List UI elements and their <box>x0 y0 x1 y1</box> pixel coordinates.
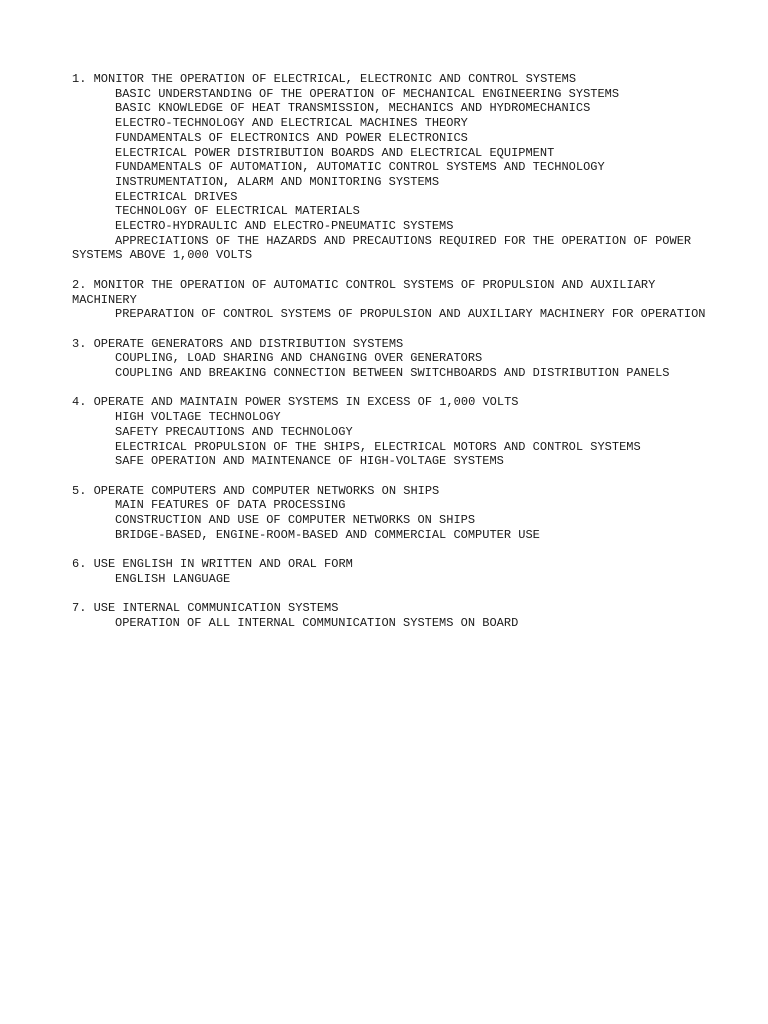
section-item: INSTRUMENTATION, ALARM AND MONITORING SYSTEMS <box>115 174 440 189</box>
section-item: MAIN FEATURES OF DATA PROCESSING <box>115 498 346 513</box>
section-heading: 2. MONITOR THE OPERATION OF AUTOMATIC CONTROL SYSTEMS OF PROPULSION AND AUXILIARY MACHINERY <box>72 277 663 307</box>
section-heading: 4. OPERATE AND MAINTAIN POWER SYSTEMS IN EXCESS OF 1,000 VOLTS <box>72 395 519 410</box>
section-item: ELECTRO-HYDRAULIC AND ELECTRO-PNEUMATIC SYSTEMS <box>115 219 454 234</box>
section-6 <box>72 557 712 586</box>
section-4 <box>72 395 712 469</box>
section-item: ELECTRICAL PROPULSION OF THE SHIPS, ELECTRICAL MOTORS AND CONTROL SYSTEMS <box>115 439 641 454</box>
section-item: BRIDGE-BASED, ENGINE-ROOM-BASED AND COMMERCIAL COMPUTER USE <box>115 527 540 542</box>
section-item: ELECTRICAL DRIVES <box>115 189 238 204</box>
section-item: BASIC KNOWLEDGE OF HEAT TRANSMISSION, MECHANICS AND HYDROMECHANICS <box>115 101 591 116</box>
section-heading: 6. USE ENGLISH IN WRITTEN AND ORAL FORM <box>72 557 353 572</box>
section-1 <box>72 72 712 263</box>
section-heading: 3. OPERATE GENERATORS AND DISTRIBUTION SYSTEMS <box>72 336 404 351</box>
section-item: PREPARATION OF CONTROL SYSTEMS OF PROPULSION AND AUXILIARY MACHINERY FOR OPERATION <box>115 307 706 322</box>
section-3 <box>72 337 712 381</box>
section-item: ELECTRICAL POWER DISTRIBUTION BOARDS AND ELECTRICAL EQUIPMENT <box>115 145 555 160</box>
section-item: HIGH VOLTAGE TECHNOLOGY <box>115 410 281 425</box>
section-5 <box>72 484 712 543</box>
section-item: COUPLING, LOAD SHARING AND CHANGING OVER GENERATORS <box>115 351 483 366</box>
section-item: FUNDAMENTALS OF AUTOMATION, AUTOMATIC CONTROL SYSTEMS AND TECHNOLOGY <box>115 160 605 175</box>
section-item: OPERATION OF ALL INTERNAL COMMUNICATION SYSTEMS ON BOARD <box>115 615 519 630</box>
section-item: BASIC UNDERSTANDING OF THE OPERATION OF MECHANICAL ENGINEERING SYSTEMS <box>115 86 620 101</box>
section-item: SAFE OPERATION AND MAINTENANCE OF HIGH-VOLTAGE SYSTEMS <box>115 454 504 469</box>
section-heading: 1. MONITOR THE OPERATION OF ELECTRICAL, ELECTRONIC AND CONTROL SYSTEMS <box>72 72 577 86</box>
competence-list <box>72 72 712 645</box>
section-item: ENGLISH LANGUAGE <box>115 571 231 586</box>
section-item: SAFETY PRECAUTIONS AND TECHNOLOGY <box>115 424 353 439</box>
section-item: ELECTRO-TECHNOLOGY AND ELECTRICAL MACHINES THEORY <box>115 116 468 131</box>
section-item: APPRECIATIONS OF THE HAZARDS AND PRECAUTIONS REQUIRED FOR THE OPERATION OF POWER SYSTEMS ABOVE 1,000 VOLTS <box>72 233 699 263</box>
section-item: TECHNOLOGY OF ELECTRICAL MATERIALS <box>115 204 360 219</box>
section-heading: 5. OPERATE COMPUTERS AND COMPUTER NETWORKS ON SHIPS <box>72 483 440 498</box>
section-7 <box>72 601 712 630</box>
section-item: COUPLING AND BREAKING CONNECTION BETWEEN SWITCHBOARDS AND DISTRIBUTION PANELS <box>115 366 670 381</box>
section-heading: 7. USE INTERNAL COMMUNICATION SYSTEMS <box>72 601 339 616</box>
section-item: CONSTRUCTION AND USE OF COMPUTER NETWORKS ON SHIPS <box>115 513 476 528</box>
section-2 <box>72 278 712 322</box>
section-item: FUNDAMENTALS OF ELECTRONICS AND POWER ELECTRONICS <box>115 130 468 145</box>
